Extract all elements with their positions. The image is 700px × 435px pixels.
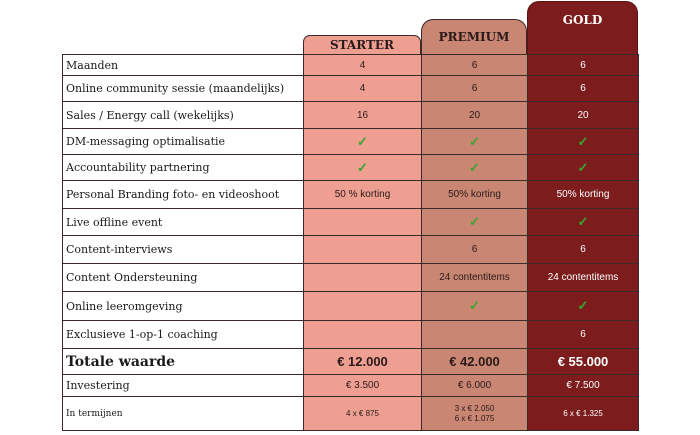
row-label: Maanden — [63, 55, 304, 76]
check-icon: ✓ — [577, 159, 589, 175]
premium-value — [422, 397, 528, 431]
gold-value: 6 — [528, 55, 639, 76]
table-row — [63, 264, 639, 292]
row-label: Accountability partnering — [63, 155, 304, 181]
check-icon: ✓ — [577, 214, 589, 229]
table-row — [63, 155, 639, 181]
check-icon: ✓ — [469, 133, 480, 149]
starter-value: 16 — [304, 102, 422, 129]
row-label: DM-messaging optimalisatie — [63, 129, 304, 155]
row-label: Investering — [63, 375, 304, 397]
table-row — [63, 102, 639, 129]
starter-value: 4 x € 875 — [304, 397, 422, 431]
investment-row — [63, 375, 639, 397]
premium-value: 6 — [422, 55, 528, 76]
gold-value: € 55.000 — [528, 349, 639, 375]
tier-name-gold: GOLD — [562, 13, 603, 27]
row-label: Sales / Energy call (wekelijks) — [63, 102, 304, 129]
table-row — [63, 236, 639, 264]
table-row — [63, 76, 639, 102]
premium-value: 6 — [422, 76, 528, 102]
starter-value — [304, 292, 422, 321]
starter-value: 4 — [304, 76, 422, 102]
tier-name-starter: STARTER — [329, 38, 395, 52]
premium-value: € 42.000 — [422, 349, 528, 375]
premium-installment-option-2: 6 x € 1.075 — [454, 413, 495, 423]
premium-value: € 6.000 — [422, 375, 528, 397]
premium-value: 50% korting — [422, 181, 528, 209]
tier-name-premium: PREMIUM — [438, 30, 510, 44]
table-row — [63, 181, 639, 209]
starter-value: 50 % korting — [304, 181, 422, 209]
total-value-row — [63, 349, 639, 375]
starter-value — [304, 209, 422, 236]
premium-installment-option-1: 3 x € 2.050 — [454, 403, 495, 413]
gold-value: € 7.500 — [528, 375, 639, 397]
table-row — [63, 55, 639, 76]
starter-value — [304, 236, 422, 264]
row-label: Exclusieve 1-op-1 coaching — [63, 321, 304, 349]
row-label: Totale waarde — [63, 349, 304, 375]
check-icon: ✓ — [469, 214, 480, 229]
check-icon: ✓ — [469, 298, 480, 313]
check-icon: ✓ — [577, 133, 589, 149]
starter-value: € 3.500 — [304, 375, 422, 397]
table-row — [63, 129, 639, 155]
row-label: Personal Branding foto- en videoshoot — [63, 181, 304, 209]
premium-value: 20 — [422, 102, 528, 129]
starter-value — [304, 321, 422, 349]
row-label: Content Ondersteuning — [63, 264, 304, 292]
starter-value: € 12.000 — [304, 349, 422, 375]
gold-value: 6 — [528, 321, 639, 349]
tier-header-starter — [303, 35, 421, 54]
row-label: Online leeromgeving — [63, 292, 304, 321]
table-row — [63, 209, 639, 236]
check-icon: ✓ — [469, 159, 480, 175]
premium-value: 6 — [422, 236, 528, 264]
pricing-table — [62, 54, 639, 431]
gold-value: 20 — [528, 102, 639, 129]
starter-value: 4 — [304, 55, 422, 76]
table-row — [63, 321, 639, 349]
row-label: Online community sessie (maandelijks) — [63, 76, 304, 102]
installments-row — [63, 397, 639, 431]
row-label: Content-interviews — [63, 236, 304, 264]
starter-value — [304, 264, 422, 292]
check-icon: ✓ — [357, 159, 368, 175]
gold-value: 24 contentitems — [528, 264, 639, 292]
tier-header-gold — [527, 1, 638, 54]
check-icon: ✓ — [577, 298, 589, 313]
row-label: Live offline event — [63, 209, 304, 236]
tier-header-premium — [421, 19, 527, 54]
premium-value — [422, 321, 528, 349]
premium-value: 24 contentitems — [422, 264, 528, 292]
gold-value: 6 — [528, 236, 639, 264]
check-icon: ✓ — [357, 133, 368, 149]
table-row — [63, 292, 639, 321]
gold-value: 6 x € 1.325 — [528, 397, 639, 431]
gold-value: 6 — [528, 76, 639, 102]
gold-value: 50% korting — [528, 181, 639, 209]
row-label: In termijnen — [63, 397, 304, 431]
